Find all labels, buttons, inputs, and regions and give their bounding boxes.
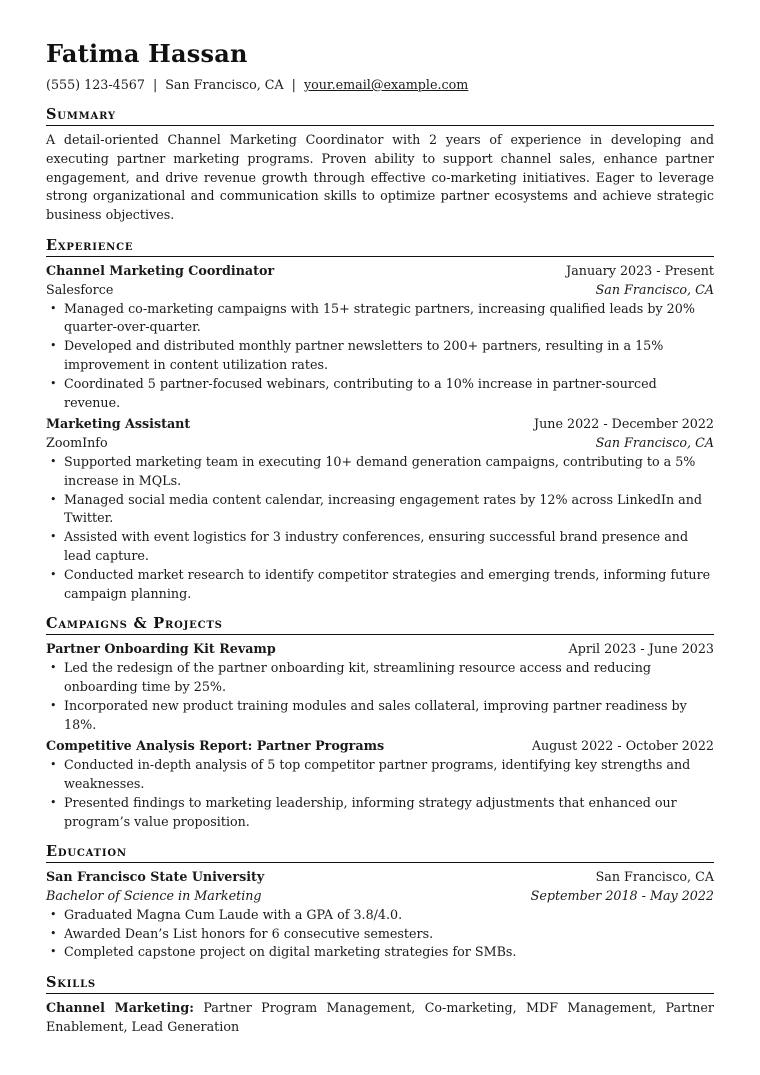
skills-list: Partner Program Management, Co-marketing, MDF Management, Partner Enablement, Lead Generation bbox=[46, 1000, 714, 1035]
education-section bbox=[46, 843, 714, 962]
job-location: San Francisco, CA bbox=[595, 281, 714, 297]
bullet-item: • Presented findings to marketing leadership, informing strategy adjustments that enhanced our program’s value proposition. bbox=[46, 794, 714, 832]
project-bullet-list bbox=[46, 756, 714, 831]
job-bullet-list bbox=[46, 453, 714, 603]
contact-separator: | bbox=[291, 77, 296, 92]
job-entry bbox=[46, 415, 714, 603]
location: San Francisco, CA bbox=[165, 77, 284, 92]
project-bullet-list bbox=[46, 659, 714, 734]
job-dates: June 2022 - December 2022 bbox=[534, 416, 714, 432]
job-location: San Francisco, CA bbox=[595, 435, 714, 451]
resume-header bbox=[46, 38, 714, 94]
project-entry bbox=[46, 640, 714, 734]
contact-line bbox=[46, 76, 714, 94]
candidate-name: Fatima Hassan bbox=[46, 39, 248, 68]
bullet-item: • Developed and distributed monthly partner newsletters to 200+ partners, resulting in a 15% improvement in content utilization rates. bbox=[46, 337, 714, 375]
bullet-item: • Coordinated 5 partner-focused webinars, contributing to a 10% increase in partner-sourced revenue. bbox=[46, 375, 714, 413]
education-entry bbox=[46, 868, 714, 962]
section-heading-education: Education bbox=[46, 843, 714, 863]
section-heading-summary: Summary bbox=[46, 106, 714, 126]
bullet-item: • Led the redesign of the partner onboarding kit, streamlining resource access and reducing onboarding time by 25%. bbox=[46, 659, 714, 697]
section-heading-skills: Skills bbox=[46, 974, 714, 994]
school-name: San Francisco State University bbox=[46, 869, 265, 885]
bullet-item: • Supported marketing team in executing 10+ demand generation campaigns, contributing to a 5% increase in MQLs. bbox=[46, 453, 714, 491]
project-dates: August 2022 - October 2022 bbox=[531, 738, 714, 754]
summary-section bbox=[46, 106, 714, 225]
job-bullet-list bbox=[46, 300, 714, 413]
company-name: Salesforce bbox=[46, 281, 114, 297]
bullet-item: • Awarded Dean’s List honors for 6 consecutive semesters. bbox=[46, 925, 714, 944]
email-link[interactable]: your.email@example.com bbox=[303, 77, 469, 92]
bullet-item: • Assisted with event logistics for 3 industry conferences, ensuring successful brand presence and lead capture. bbox=[46, 528, 714, 566]
company-name: ZoomInfo bbox=[46, 435, 108, 451]
bullet-item: • Incorporated new product training modules and sales collateral, improving partner readiness by 18%. bbox=[46, 697, 714, 735]
job-dates: January 2023 - Present bbox=[566, 262, 714, 278]
phone-number: (555) 123-4567 bbox=[46, 77, 145, 92]
bullet-item: • Managed social media content calendar, increasing engagement rates by 12% across LinkedIn and Twitter. bbox=[46, 491, 714, 529]
job-entry bbox=[46, 262, 714, 412]
summary-text: A detail-oriented Channel Marketing Coordinator with 2 years of experience in developing and executing partner marketing programs. Proven ability to support channel sales, enhance partner engagement, and drive revenue growth through effective co-marketing initiatives. Eager to leverage strong organizational and communication skills to optimize partner ecosystems and achieve strategic business objectives. bbox=[46, 132, 714, 223]
project-name: Partner Onboarding Kit Revamp bbox=[46, 641, 276, 657]
bullet-item: • Graduated Magna Cum Laude with a GPA of 3.8/4.0. bbox=[46, 906, 714, 925]
job-title: Channel Marketing Coordinator bbox=[46, 262, 275, 278]
bullet-item: • Completed capstone project on digital marketing strategies for SMBs. bbox=[46, 943, 714, 962]
contact-separator: | bbox=[152, 77, 158, 92]
section-heading-projects: Campaigns & Projects bbox=[46, 615, 714, 635]
education-dates: September 2018 - May 2022 bbox=[530, 888, 714, 904]
project-name: Competitive Analysis Report: Partner Programs bbox=[46, 738, 385, 754]
section-heading-experience: Experience bbox=[46, 237, 714, 257]
education-bullet-list bbox=[46, 906, 714, 962]
skills-line bbox=[46, 999, 714, 1037]
skills-section bbox=[46, 974, 714, 1037]
bullet-item: • Managed co-marketing campaigns with 15+ strategic partners, increasing qualified leads by 20% quarter-over-quarter. bbox=[46, 300, 714, 338]
bullet-item: • Conducted in-depth analysis of 5 top competitor partner programs, identifying key strengths and weaknesses. bbox=[46, 756, 714, 794]
project-entry bbox=[46, 737, 714, 831]
project-dates: April 2023 - June 2023 bbox=[568, 641, 714, 657]
school-location: San Francisco, CA bbox=[595, 869, 714, 885]
bullet-item: • Conducted market research to identify competitor strategies and emerging trends, informing future campaign planning. bbox=[46, 566, 714, 604]
degree-name: Bachelor of Science in Marketing bbox=[46, 888, 262, 904]
skills-category-label: Channel Marketing: bbox=[46, 1000, 194, 1016]
experience-section bbox=[46, 237, 714, 603]
job-title: Marketing Assistant bbox=[46, 416, 191, 432]
projects-section bbox=[46, 615, 714, 831]
